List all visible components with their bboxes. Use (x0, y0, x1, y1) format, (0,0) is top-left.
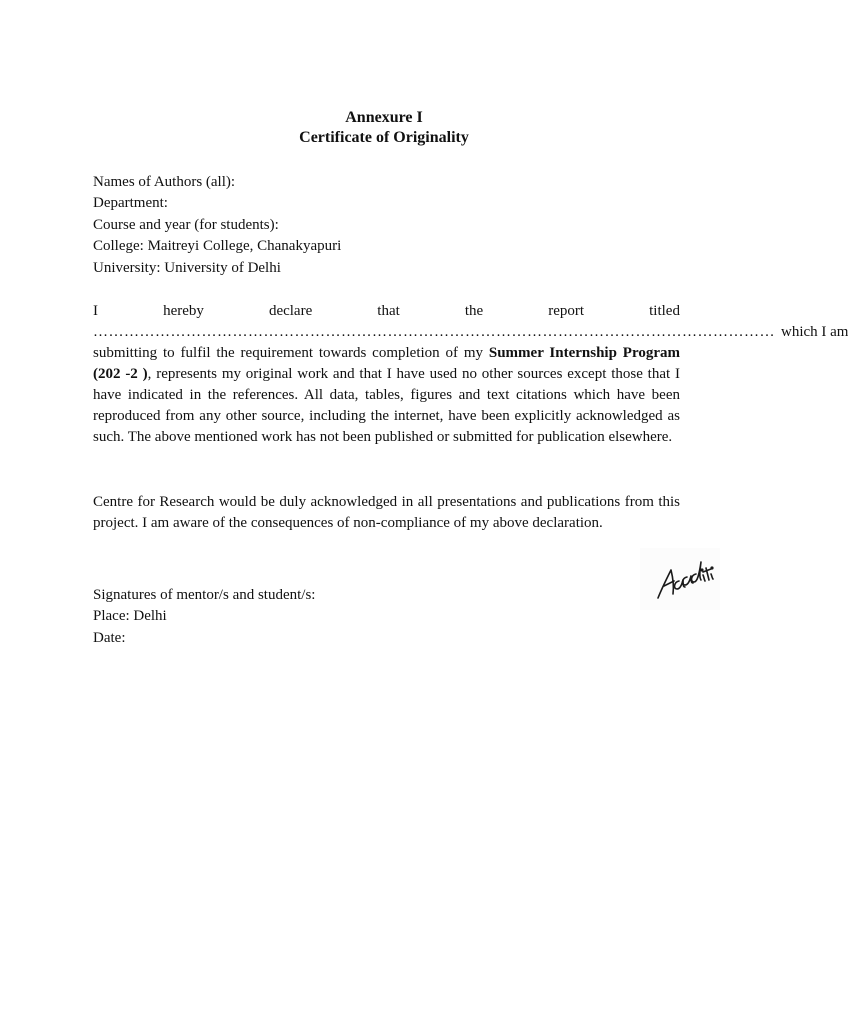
declaration-text-before: submitting to fulfil the requirement towards completion of my (93, 345, 489, 361)
university-field: University: University of Delhi (93, 260, 281, 276)
declaration-line2-tail: which I am (781, 324, 848, 340)
declaration-word: titled (649, 303, 680, 319)
declaration-text-after: , represents my original work and that I have used no other sources except those that I have indicated in the references. All data, tables, figures and text citations which have been reproduced from any other source, including the internet, have been explicitly acknowledged as such. The above mentioned work has not been published or submitted for publication elsewhere. (93, 366, 680, 445)
course-field: Course and year (for students): (93, 217, 279, 233)
place-field: Place: Delhi (93, 608, 167, 624)
declaration-word: report (548, 303, 585, 319)
declaration-word: that (377, 303, 400, 319)
acknowledgement-paragraph: Centre for Research would be duly acknowledged in all presentations and publications from this project. I am aware of the consequences of non-compliance of my above declaration. (93, 494, 680, 531)
declaration-first-line (93, 301, 680, 322)
heading-annexure: Annexure I (345, 109, 423, 126)
signatures-label: Signatures of mentor/s and student/s: (93, 587, 316, 603)
report-title-blank: …………………………………………………………………………………………………………………… (93, 324, 775, 340)
report-title-blank-line (93, 322, 848, 343)
declaration-word: hereby (163, 303, 204, 319)
department-field: Department: (93, 195, 168, 211)
date-field: Date: (93, 630, 126, 646)
authors-field: Names of Authors (all): (93, 174, 236, 190)
declaration-word: I (93, 303, 98, 319)
college-field: College: Maitreyi College, Chanakyapuri (93, 238, 342, 254)
declaration-word: declare (268, 303, 313, 319)
declaration-body (93, 343, 680, 448)
declaration-paragraph (93, 301, 848, 448)
handwritten-signature (640, 548, 720, 610)
heading-certificate-title: Certificate of Originality (299, 129, 469, 146)
declaration-word: the (464, 303, 484, 319)
program-name-bold: Summer Internship Program (202 -2 ) (93, 345, 680, 382)
